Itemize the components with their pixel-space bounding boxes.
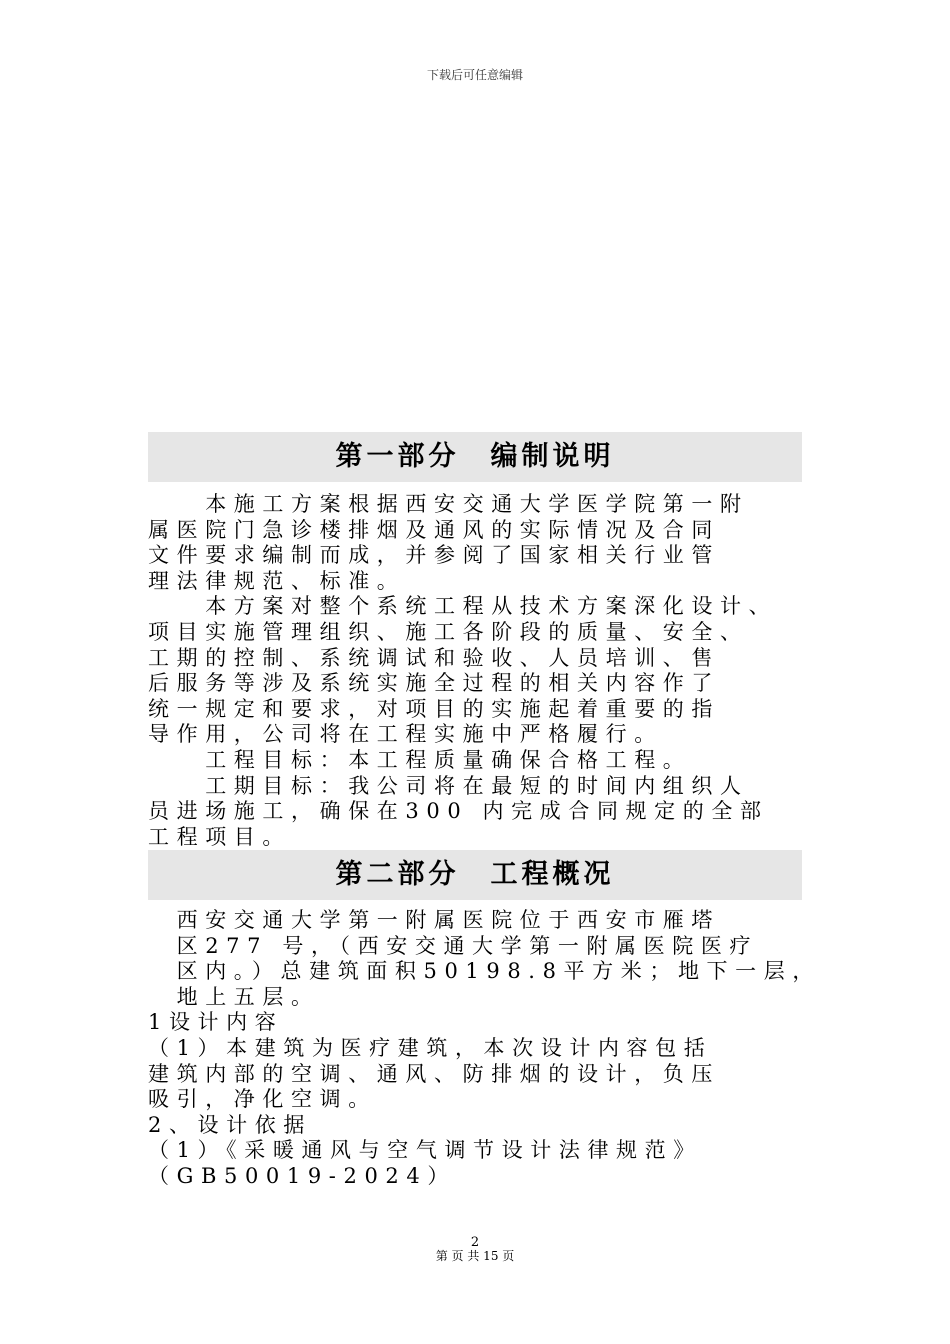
section-2-line: （1）本建筑为医疗建筑，本次设计内容包括 — [148, 1035, 713, 1060]
section-1-line: 后服务等涉及系统实施全过程的相关内容作了 — [148, 671, 720, 696]
section-1-line: 文件要求编制而成，并参阅了国家相关行业管 — [148, 543, 720, 568]
section-1-line: 统一规定和要求，对项目的实施起着重要的指 — [148, 696, 720, 721]
section-1-line: 本方案对整个系统工程从技术方案深化设计、 — [148, 594, 778, 619]
section-1-line: 本施工方案根据西安交通大学医学院第一附 — [148, 492, 749, 516]
page-number: 2 — [470, 1235, 480, 1250]
section-2-heading — [148, 850, 802, 900]
section-1-line: 工期的控制、系统调试和验收、人员培训、售 — [148, 645, 720, 670]
section-1-title: 第一部分 编制说明 — [335, 441, 615, 472]
section-1-line: 工程目标：本工程质量确保合格工程。 — [148, 747, 692, 772]
section-2-line: （GB50019-2024） — [148, 1163, 456, 1188]
section-2-line: （1）《采暖通风与空气调节设计法律规范》 — [148, 1138, 702, 1163]
section-1-body — [148, 492, 808, 850]
section-1-heading — [148, 432, 802, 482]
section-2-line: 西安交通大学第一附属医院位于西安市雁塔 — [148, 908, 720, 932]
section-1-line: 工期目标：我公司将在最短的时间内组织人 — [148, 773, 749, 798]
section-2-line: 区277 号，（西安交通大学第一附属医院医疗 — [148, 933, 759, 958]
section-2-line: 吸引，净化空调。 — [148, 1087, 377, 1112]
section-2-line: 1设计内容 — [148, 1010, 284, 1035]
section-1-line: 属医院门急诊楼排烟及通风的实际情况及合同 — [148, 517, 720, 542]
section-2-body — [148, 908, 821, 1190]
section-1-line: 工程项目。 — [148, 824, 291, 849]
section-2-line: 建筑内部的空调、通风、防排烟的设计，负压 — [148, 1061, 720, 1086]
section-2-line: 2、设计依据 — [148, 1112, 312, 1137]
section-2-line: 区内。）总建筑面积50198.8平方米；地下一层， — [148, 959, 821, 984]
section-1-line: 导作用，公司将在工程实施中严格履行。 — [148, 722, 663, 747]
page-count: 第 页 共 15 页 — [435, 1249, 515, 1263]
section-1-line: 员进场施工，确保在300 内完成合同规定的全部 — [148, 799, 769, 824]
section-2-line: 地上五层。 — [148, 984, 320, 1009]
section-1-line: 理法律规范、标准。 — [148, 568, 406, 593]
section-1-line: 项目实施管理组织、施工各阶段的质量、安全、 — [148, 619, 749, 644]
section-2-title: 第二部分 工程概况 — [335, 859, 615, 890]
page-header-note: 下载后可任意编辑 — [426, 68, 523, 82]
